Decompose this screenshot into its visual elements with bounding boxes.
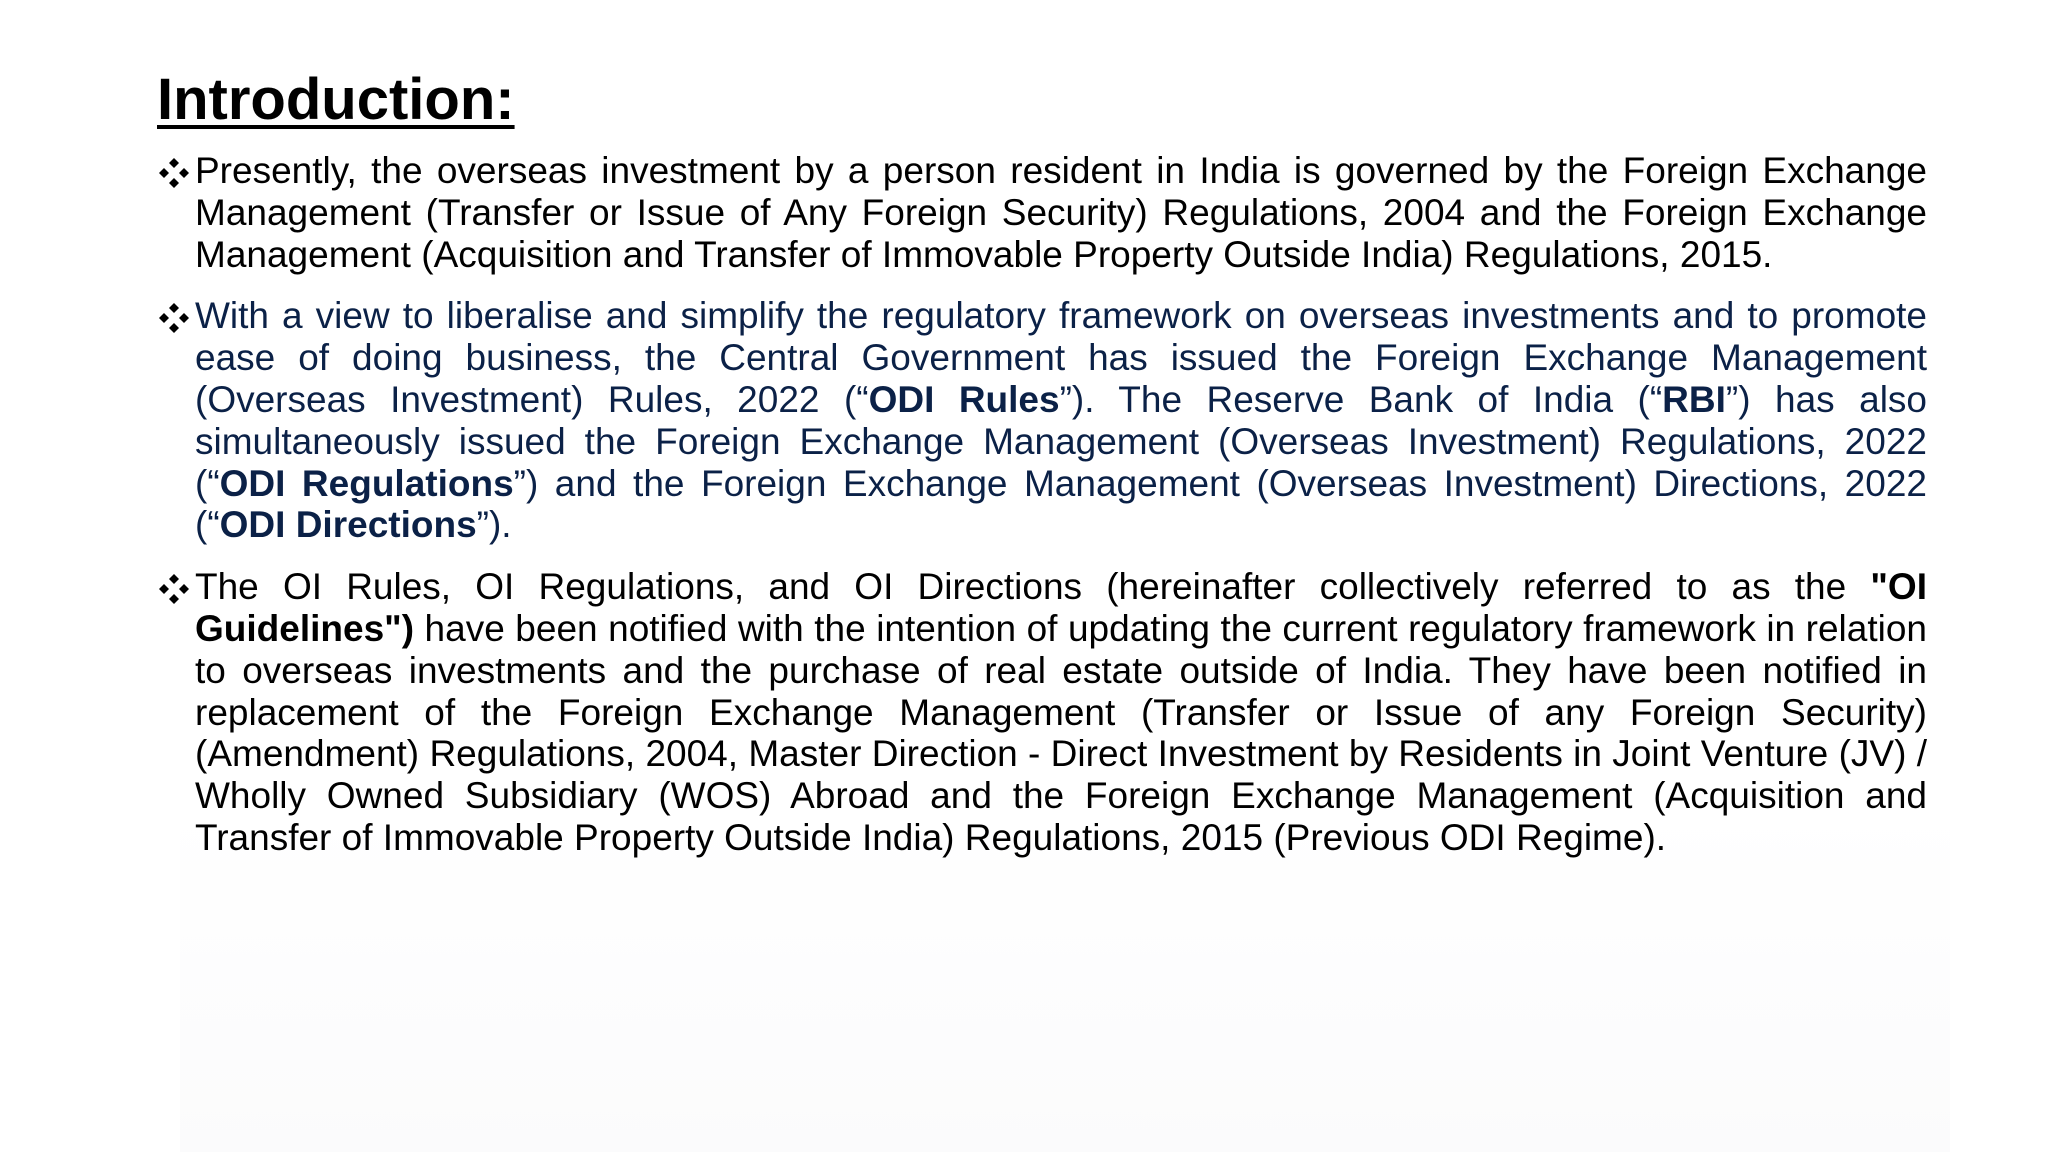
four-diamond-bullet-icon — [157, 303, 195, 345]
bullet-text-plain: The OI Rules, OI Regulations, and OI Directions (hereinafter collectively referred to as the — [195, 566, 1871, 608]
bullet-text — [195, 566, 1927, 859]
bullet-text — [195, 295, 1927, 546]
bullet-text-plain: ”) has also simultaneously issued the Foreign Exchange Management (Overseas Investment) Regulations, 2022 (“ — [195, 378, 1927, 504]
defined-term-rbi: RBI — [1662, 378, 1726, 420]
defined-term-oi-guidelines: "OI Guidelines") — [195, 566, 1927, 649]
four-diamond-bullet-icon — [157, 158, 195, 200]
bullet-text-plain: ”) and the Foreign Exchange Management (Overseas Investment) Directions, 2022 (“ — [195, 462, 1927, 546]
defined-term-odi-rules: ODI Rules — [868, 378, 1060, 420]
bullet-item — [157, 150, 1927, 275]
bullet-text — [195, 150, 1927, 275]
slide-title: Introduction: — [157, 67, 515, 132]
bullet-text-plain: With a view to liberalise and simplify the regulatory framework on overseas investments and to promote ease of doing business, the Central Government has issued the Foreign Exchange Management (Overseas Investment) Rules, 2022 (“ — [195, 295, 1927, 420]
bullet-text-plain: have been notified with the intention of updating the current regulatory framework in relation to overseas investments and the purchase of real estate outside of India. They have been notified in replacement of the Foreign Exchange Management (Transfer or Issue of any Foreign Security) (Amendment) Regulations, 2004, Master Direction - Direct Investment by Residents in Joint Venture (JV) / Wholly Owned Subsidiary (WOS) Abroad and the Foreign Exchange Management (Acquisition and Transfer of Immovable Property Outside India) Regulations, 2015 (Previous ODI Regime). — [195, 607, 1927, 858]
bullet-text-plain: ”). — [476, 504, 512, 546]
defined-term-odi-directions: ODI Directions — [219, 504, 477, 546]
defined-term-odi-regulations: ODI Regulations — [219, 462, 514, 504]
bullet-item — [157, 295, 1927, 546]
bullet-list — [157, 150, 1927, 879]
four-diamond-bullet-icon — [157, 574, 195, 616]
bullet-text-plain: ”). The Reserve Bank of India (“ — [1059, 378, 1663, 420]
bullet-text-plain: Presently, the overseas investment by a person resident in India is governed by the Foreign Exchange Management (Transfer or Issue of Any Foreign Security) Regulations, 2004 and the Foreign Exchange Management (Acquisition and Transfer of Immovable Property Outside India) Regulations, 2015. — [195, 150, 1927, 275]
bullet-item — [157, 566, 1927, 859]
